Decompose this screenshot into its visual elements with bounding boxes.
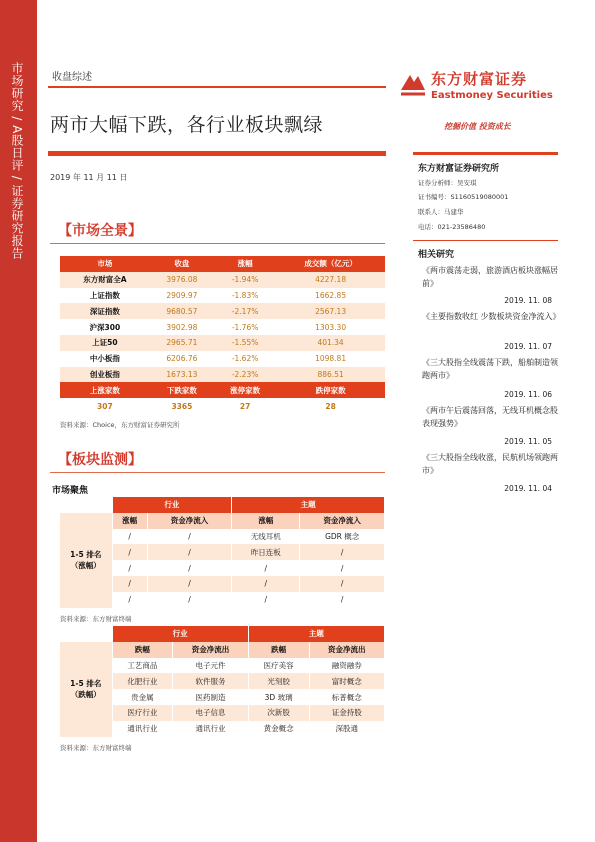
index-change: -1.55% [214,335,276,351]
limit-up-count: 27 [214,398,276,414]
count-row [60,398,385,414]
losers-table [60,626,385,737]
index-close: 3902.98 [150,319,214,335]
table-cell: / [232,560,300,576]
brand-name-cn: 东方财富证券 [431,70,528,88]
index-volume: 1098.81 [276,351,385,367]
table-cell: 软件服务 [173,673,248,689]
side-banner [0,0,37,842]
column-header: 涨停家数 [214,382,276,398]
table-cell: 工艺商品 [112,658,173,674]
decline-count: 3365 [150,398,214,414]
column-header: 涨幅 [232,513,300,529]
table-cell: / [147,560,232,576]
logo-mark-icon [398,70,428,100]
column-header: 资金净流入 [300,513,385,529]
column-header: 跌停家数 [276,382,385,398]
gainers-table [60,497,385,608]
table-row [60,335,385,351]
table-cell: 贵金属 [112,689,173,705]
related-date: 2019. 11. 04 [504,484,552,493]
index-volume: 401.34 [276,335,385,351]
table-cell: / [300,576,385,592]
group-header-theme: 主题 [248,626,384,642]
table-cell: 昨日连板 [232,544,300,560]
losers-source: 资料来源：东方财富终端 [60,744,132,752]
focus-label: 市场聚焦 [52,486,89,496]
table-cell: / [147,529,232,545]
table-cell: 无线耳机 [232,529,300,545]
table-cell: / [147,544,232,560]
table-cell: / [300,544,385,560]
index-name: 中小板指 [60,351,150,367]
index-volume: 1303.30 [276,319,385,335]
index-name: 上证50 [60,335,150,351]
monitor-heading: 【板块监测】 [58,452,142,468]
contact-line: 联系人：马建华 [418,208,464,216]
column-header: 资金净流出 [173,642,248,658]
index-close: 3976.08 [150,272,214,288]
index-volume: 886.51 [276,367,385,383]
table-cell: 光刻胶 [248,673,309,689]
limit-down-count: 28 [276,398,385,414]
table-cell: / [147,576,232,592]
market-heading: 【市场全景】 [58,223,142,239]
column-header: 市场 [60,256,150,272]
market-heading-underline [50,243,385,244]
certificate-line: 证书编号：S1160519080001 [418,193,509,201]
index-name: 深证指数 [60,303,150,319]
index-volume: 2567.13 [276,303,385,319]
column-header: 涨幅 [214,256,276,272]
related-link[interactable]: 《三大股指全线震荡下跌，船舶制造领跑两市》 [422,358,558,380]
table-cell: 融资融券 [309,658,385,674]
related-divider [413,240,558,241]
table-row [60,288,385,304]
table-cell: / [300,592,385,608]
index-change: -1.76% [214,319,276,335]
sub-header-row [60,642,385,658]
related-link[interactable]: 《主要指数收红 少数板块资金净流入》 [422,312,561,321]
index-close: 1673.13 [150,367,214,383]
column-header: 下跌家数 [150,382,214,398]
side-banner-text: 市场研究 / A股日评 / 证券研究报告 [10,62,24,260]
table-header-row [60,256,385,272]
gainers-source: 资料来源：东方财富终端 [60,615,132,623]
index-name: 创业板指 [60,367,150,383]
rank-label: 1-5 排名 （涨幅） [60,513,112,608]
table-cell: / [147,592,232,608]
related-link[interactable]: 《两市震荡走弱，旅游酒店板块涨幅居前》 [422,266,558,288]
index-close: 6206.76 [150,351,214,367]
table-cell: 通讯行业 [112,721,173,737]
analyst-line: 证券分析师：吴安琪 [418,179,477,187]
column-header: 跌幅 [248,642,309,658]
market-source: 资料来源：Choice，东方财富证券研究所 [60,421,180,429]
table-cell: 电子元件 [173,658,248,674]
related-date: 2019. 11. 06 [504,390,552,399]
column-header: 资金净流出 [309,642,385,658]
phone-line: 电话：021-23586480 [418,223,486,231]
column-header: 收盘 [150,256,214,272]
index-close: 2965.71 [150,335,214,351]
table-cell: / [112,592,147,608]
table-cell: / [232,576,300,592]
index-volume: 4227.18 [276,272,385,288]
index-change: -1.62% [214,351,276,367]
group-header-industry: 行业 [112,497,232,513]
top-divider [48,86,386,88]
column-header: 资金净流入 [147,513,232,529]
table-cell: / [300,560,385,576]
institute-name: 东方财富证券研究所 [418,164,500,174]
table-row [60,367,385,383]
table-cell: / [112,560,147,576]
index-name: 上证指数 [60,288,150,304]
group-header-industry: 行业 [112,626,248,642]
index-volume: 1662.85 [276,288,385,304]
table-row [60,303,385,319]
index-name: 沪深300 [60,319,150,335]
table-cell: 黄金概念 [248,721,309,737]
column-header: 上涨家数 [60,382,150,398]
table-cell: 医疗行业 [112,705,173,721]
table-cell: / [112,576,147,592]
table-cell: GDR 概念 [300,529,385,545]
table-row [60,272,385,288]
advance-count: 307 [60,398,150,414]
table-cell: 富时概念 [309,673,385,689]
table-cell: 医疗美容 [248,658,309,674]
related-date: 2019. 11. 08 [504,296,552,305]
market-table [60,256,385,414]
index-close: 2909.97 [150,288,214,304]
related-date: 2019. 11. 05 [504,437,552,446]
table-cell: 次新股 [248,705,309,721]
brand-slogan: 挖掘价值 投资成长 [444,122,511,131]
index-change: -1.83% [214,288,276,304]
column-header: 成交额（亿元） [276,256,385,272]
table-cell: 证金持股 [309,705,385,721]
count-header-row [60,382,385,398]
section-label: 收盘综述 [52,72,92,83]
related-link[interactable]: 《三大股指全线收涨，民航机场领跑两市》 [422,453,558,475]
group-header-row [60,626,385,642]
group-header-row [60,497,385,513]
table-cell: 深股通 [309,721,385,737]
related-title: 相关研究 [418,250,455,260]
table-row [60,351,385,367]
table-cell: / [232,592,300,608]
index-change: -2.17% [214,303,276,319]
table-cell: 电子信息 [173,705,248,721]
group-header-theme: 主题 [232,497,385,513]
report-date: 2019 年 11 月 11 日 [50,173,128,182]
column-header: 涨幅 [112,513,147,529]
monitor-heading-underline [50,472,385,473]
table-cell: 3D 玻璃 [248,689,309,705]
index-change: -1.94% [214,272,276,288]
index-close: 9680.57 [150,303,214,319]
table-cell: / [112,529,147,545]
brand-logo [398,64,558,114]
sub-header-row [60,513,385,529]
index-name: 东方财富全A [60,272,150,288]
table-cell: 医药制造 [173,689,248,705]
rank-label: 1-5 排名 （跌幅） [60,642,112,737]
table-row [60,319,385,335]
related-link[interactable]: 《两市午后震荡回落，无线耳机概念股表现强势》 [422,406,558,428]
table-cell: / [112,544,147,560]
table-cell: 化肥行业 [112,673,173,689]
related-date: 2019. 11. 07 [504,342,552,351]
title-divider [48,151,386,156]
page-title: 两市大幅下跌，各行业板块飘绿 [50,114,324,136]
column-header: 跌幅 [112,642,173,658]
table-cell: 标普概念 [309,689,385,705]
brand-name-en: Eastmoney Securities [431,90,553,101]
institute-divider [413,152,558,155]
table-cell: 通讯行业 [173,721,248,737]
index-change: -2.23% [214,367,276,383]
